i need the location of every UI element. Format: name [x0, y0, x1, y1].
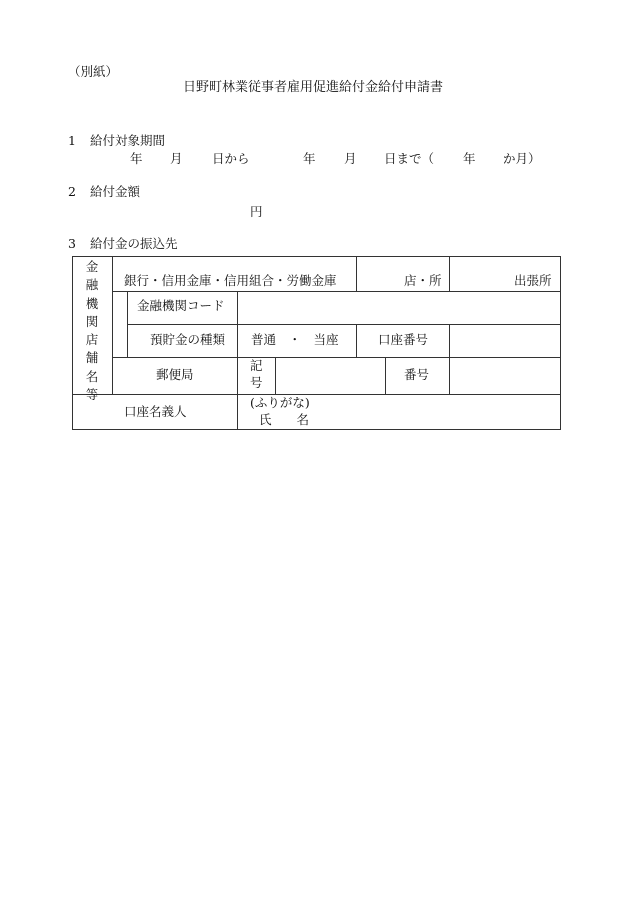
amount-unit: 円: [250, 204, 263, 219]
deposit-type-options[interactable]: 普通 ・ 当座: [251, 332, 339, 347]
start-year-label: 年: [130, 151, 143, 166]
institution-code-label: 金融機関コード: [137, 298, 225, 313]
account-number-label: 口座番号: [378, 332, 429, 347]
start-month-label: 月: [170, 151, 183, 166]
institution-code-field[interactable]: [240, 293, 558, 322]
deposit-type-label: 預貯金の種類: [150, 332, 226, 347]
symbol-label-top: 記: [250, 358, 263, 373]
label-char: 金: [85, 259, 99, 274]
section1-heading: 給付対象期間: [90, 133, 166, 148]
label-char: 機: [85, 295, 99, 311]
furigana-label: (ふりがな): [250, 395, 310, 410]
account-holder-label: 口座名義人: [124, 404, 187, 419]
label-char: 舗: [85, 350, 99, 366]
number-label: 番号: [404, 367, 430, 382]
label-char: 融: [85, 277, 99, 293]
duration-year-label: 年: [463, 151, 476, 166]
label-char: 関: [85, 313, 99, 329]
section3-number: 3: [68, 236, 76, 251]
post-office-label: 郵便局: [156, 367, 194, 382]
branch-types-label: 店・所: [404, 273, 442, 288]
label-char: 等: [85, 387, 99, 403]
symbol-label-bottom: 号: [250, 375, 263, 390]
label-char: 名: [85, 368, 99, 384]
section1-number: 1: [68, 133, 76, 148]
start-day-label: 日から: [212, 151, 250, 166]
account-number-field[interactable]: [452, 326, 558, 355]
attachment-label: （別紙）: [68, 64, 119, 79]
section3-heading: 給付金の振込先: [90, 236, 178, 251]
form-title: 日野町林業従事者雇用促進給付金給付申請書: [183, 80, 444, 95]
end-year-label: 年: [303, 151, 316, 166]
name-label: 氏 名: [259, 412, 310, 427]
section2-number: 2: [68, 184, 76, 199]
account-holder-field[interactable]: [330, 396, 558, 427]
end-month-label: 月: [344, 151, 357, 166]
bank-types-label: 銀行・信用金庫・信用組合・労働金庫: [124, 273, 337, 288]
postal-number-field[interactable]: [452, 359, 558, 393]
section2-heading: 給付金額: [90, 184, 141, 199]
label-char: 店: [85, 332, 99, 348]
end-day-label: 日まで（: [384, 151, 435, 166]
symbol-field[interactable]: [278, 359, 383, 393]
duration-month-label: か月）: [503, 151, 541, 166]
institution-vertical-label: [72, 258, 112, 404]
branch-office-label: 出張所: [514, 273, 552, 288]
